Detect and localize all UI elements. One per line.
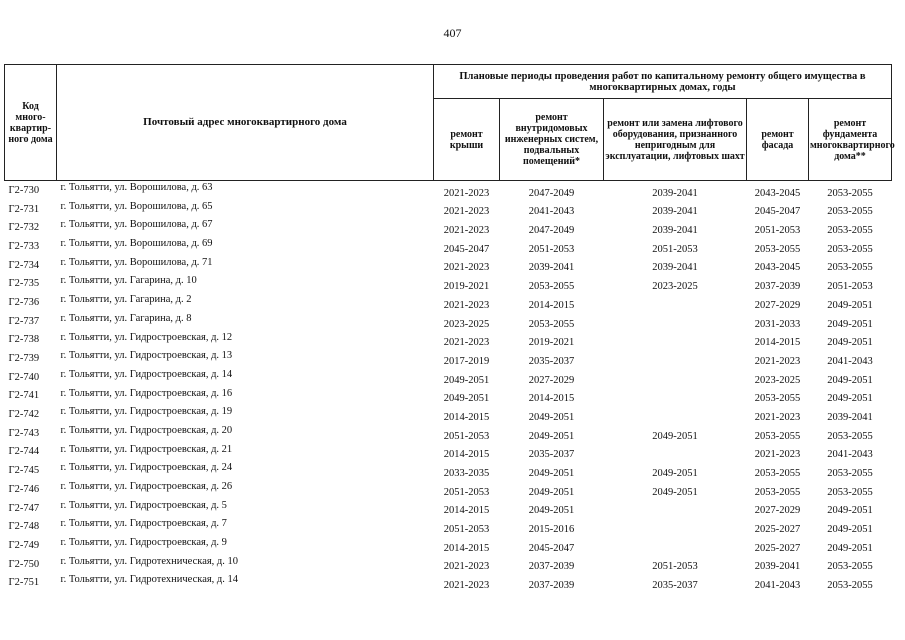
cell-facade: 2014-2015 (754, 337, 801, 349)
cell-engineering: 2047-2049 (528, 225, 575, 237)
cell-roof: 2021-2023 (443, 262, 490, 274)
cell-engineering: 2049-2051 (528, 486, 575, 498)
cell-address: г. Тольятти, ул. Ворошилова, д. 71 (60, 256, 213, 268)
cell-engineering: 2019-2021 (528, 337, 575, 349)
table-row (5, 387, 892, 406)
cell-lift: 2051-2053 (652, 561, 698, 573)
cell-facade: 2053-2055 (754, 486, 801, 498)
cell-lift (604, 387, 747, 406)
cell-engineering: 2049-2051 (528, 411, 575, 423)
cell-roof: 2033-2035 (443, 468, 490, 479)
cell-code: Г2-744 (8, 446, 40, 458)
cell-code: Г2-736 (8, 296, 40, 308)
cell-lift: 2039-2041 (652, 225, 698, 237)
cell-engineering: 2035-2037 (528, 355, 575, 367)
cell-lift (604, 349, 747, 368)
cell-engineering: 2027-2029 (528, 374, 575, 386)
cell-address: г. Тольятти, ул. Гидростроевская, д. 14 (60, 368, 233, 380)
cell-roof: 2021-2023 (443, 299, 490, 311)
cell-facade: 2043-2045 (754, 187, 801, 199)
table-row (5, 274, 892, 293)
cell-facade: 2045-2047 (754, 206, 801, 218)
cell-engineering: 2041-2043 (528, 206, 575, 218)
cell-code: Г2-742 (8, 409, 40, 421)
cell-roof: 2021-2023 (443, 225, 490, 237)
repair-schedule-table (4, 64, 895, 592)
table-row (5, 312, 892, 331)
cell-foundation: 2049-2051 (827, 374, 873, 386)
cell-foundation: 2053-2055 (827, 468, 873, 479)
cell-roof: 2014-2015 (443, 449, 490, 461)
cell-address: г. Тольятти, ул. Гидростроевская, д. 5 (60, 499, 227, 511)
cell-code: Г2-741 (8, 390, 40, 402)
cell-code: Г2-733 (8, 240, 40, 252)
table-row (5, 218, 892, 237)
cell-roof: 2021-2023 (443, 337, 490, 349)
cell-code: Г2-750 (8, 558, 40, 570)
cell-lift: 2035-2037 (652, 580, 698, 592)
cell-address: г. Тольятти, ул. Ворошилова, д. 65 (60, 200, 213, 212)
cell-foundation: 2049-2051 (827, 505, 873, 517)
cell-foundation: 2041-2043 (827, 449, 873, 461)
cell-code: Г2-743 (8, 427, 40, 439)
cell-facade: 2021-2023 (754, 449, 801, 461)
cell-engineering: 2053-2055 (528, 281, 575, 293)
header-engineering: ремонт внутридомовых инженерных систем, подвальных помещений* (500, 99, 604, 181)
cell-code: Г2-731 (8, 203, 40, 215)
cell-code: Г2-738 (8, 334, 40, 346)
cell-facade: 2031-2033 (754, 318, 801, 330)
cell-foundation: 2049-2051 (827, 542, 873, 554)
cell-roof: 2014-2015 (443, 542, 490, 554)
cell-roof: 2045-2047 (443, 243, 490, 255)
cell-roof: 2021-2023 (443, 580, 490, 592)
cell-lift: 2049-2051 (652, 486, 698, 498)
header-lift: ремонт или замена лифтового оборудования, признанного непригодным для эксплуатации, лифтовых шахт (604, 99, 747, 181)
cell-address: г. Тольятти, ул. Ворошилова, д. 69 (60, 238, 213, 250)
cell-code: Г2-746 (8, 483, 40, 495)
cell-engineering: 2049-2051 (528, 505, 575, 517)
cell-code: Г2-751 (8, 577, 40, 589)
cell-foundation: 2053-2055 (827, 187, 873, 199)
cell-foundation: 2041-2043 (827, 355, 873, 367)
cell-foundation: 2049-2051 (827, 299, 873, 311)
cell-roof: 2023-2025 (443, 318, 490, 330)
cell-foundation: 2053-2055 (827, 561, 873, 573)
table-row (5, 181, 892, 200)
cell-facade: 2053-2055 (754, 430, 801, 442)
cell-address: г. Тольятти, ул. Гидростроевская, д. 12 (60, 331, 233, 343)
cell-address: г. Тольятти, ул. Гидростроевская, д. 21 (60, 443, 233, 455)
table-row (5, 573, 892, 592)
cell-engineering: 2014-2015 (528, 299, 575, 311)
table-row (5, 555, 892, 574)
cell-lift: 2049-2051 (652, 468, 698, 479)
cell-foundation: 2049-2051 (827, 337, 873, 349)
cell-facade: 2053-2055 (754, 243, 801, 255)
cell-foundation: 2053-2055 (827, 486, 873, 498)
cell-lift: 2023-2025 (652, 281, 698, 293)
cell-lift (604, 312, 747, 331)
header-roof: ремонт крыши (434, 99, 500, 181)
cell-engineering: 2045-2047 (528, 542, 575, 554)
cell-foundation: 2053-2055 (827, 243, 873, 255)
header-periods: Плановые периоды проведения работ по капитальному ремонту общего имущества в многоквартирных домах, годы (434, 65, 892, 99)
table-row (5, 200, 892, 219)
table-row (5, 331, 892, 350)
cell-roof: 2017-2019 (443, 355, 490, 367)
cell-roof: 2051-2053 (443, 486, 490, 498)
cell-code: Г2-745 (8, 465, 40, 477)
cell-facade: 2037-2039 (754, 281, 801, 293)
cell-code: Г2-730 (8, 184, 40, 196)
cell-foundation: 2051-2053 (827, 281, 873, 293)
cell-address: г. Тольятти, ул. Гидростроевская, д. 20 (60, 424, 233, 436)
cell-lift: 2039-2041 (652, 187, 698, 199)
cell-lift (604, 517, 747, 536)
cell-address: г. Тольятти, ул. Гагарина, д. 10 (60, 275, 197, 287)
cell-engineering: 2015-2016 (528, 524, 575, 536)
cell-engineering: 2051-2053 (528, 243, 575, 255)
cell-code: Г2-748 (8, 521, 40, 533)
table-row (5, 499, 892, 518)
cell-facade: 2051-2053 (754, 225, 801, 237)
cell-facade: 2023-2025 (754, 374, 801, 386)
cell-roof: 2049-2051 (443, 374, 490, 386)
cell-foundation: 2053-2055 (827, 580, 873, 592)
cell-lift: 2049-2051 (652, 430, 698, 442)
cell-lift (604, 536, 747, 555)
cell-address: г. Тольятти, ул. Гидростроевская, д. 7 (60, 518, 227, 530)
cell-engineering: 2047-2049 (528, 187, 575, 199)
cell-facade: 2027-2029 (754, 299, 801, 311)
page-number: 407 (443, 26, 462, 40)
cell-address: г. Тольятти, ул. Гагарина, д. 8 (60, 312, 192, 324)
cell-code: Г2-735 (8, 278, 40, 290)
header-address: Почтовый адрес многоквартирного дома (57, 65, 434, 181)
cell-engineering: 2037-2039 (528, 580, 575, 592)
table-row (5, 368, 892, 387)
cell-lift: 2039-2041 (652, 206, 698, 218)
cell-facade: 2021-2023 (754, 355, 801, 367)
cell-address: г. Тольятти, ул. Гидростроевская, д. 13 (60, 350, 233, 362)
cell-address: г. Тольятти, ул. Гагарина, д. 2 (60, 294, 192, 306)
cell-address: г. Тольятти, ул. Гидростроевская, д. 24 (60, 462, 233, 474)
cell-foundation: 2049-2051 (827, 524, 873, 536)
table-row (5, 461, 892, 480)
cell-address: г. Тольятти, ул. Гидротехническая, д. 10 (60, 555, 239, 567)
cell-facade: 2025-2027 (754, 524, 801, 536)
cell-engineering: 2049-2051 (528, 430, 575, 442)
cell-address: г. Тольятти, ул. Гидростроевская, д. 16 (60, 387, 233, 399)
cell-foundation: 2039-2041 (827, 411, 873, 423)
table-row (5, 536, 892, 555)
cell-code: Г2-749 (8, 539, 40, 551)
cell-facade: 2053-2055 (754, 468, 801, 479)
cell-facade: 2041-2043 (754, 580, 801, 592)
header-facade: ремонт фасада (747, 99, 809, 181)
cell-foundation: 2053-2055 (827, 430, 873, 442)
cell-address: г. Тольятти, ул. Ворошилова, д. 67 (60, 219, 213, 231)
cell-lift (604, 368, 747, 387)
cell-facade: 2025-2027 (754, 542, 801, 554)
cell-code: Г2-740 (8, 371, 40, 383)
table-body (5, 181, 892, 593)
table-row (5, 480, 892, 499)
cell-facade: 2053-2055 (754, 393, 801, 405)
table-row (5, 237, 892, 256)
cell-engineering: 2053-2055 (528, 318, 575, 330)
cell-roof: 2051-2053 (443, 430, 490, 442)
cell-foundation: 2049-2051 (827, 393, 873, 405)
cell-engineering: 2035-2037 (528, 449, 575, 461)
cell-lift: 2039-2041 (652, 262, 698, 274)
cell-engineering: 2049-2051 (528, 468, 575, 479)
cell-facade: 2039-2041 (754, 561, 801, 573)
cell-facade: 2027-2029 (754, 505, 801, 517)
cell-roof: 2049-2051 (443, 393, 490, 405)
cell-roof: 2014-2015 (443, 505, 490, 517)
table-header (5, 65, 895, 181)
cell-code: Г2-739 (8, 353, 40, 365)
header-foundation: ремонт фундамента многоквартирного дома** (809, 99, 892, 181)
cell-foundation: 2049-2051 (827, 318, 873, 330)
cell-address: г. Тольятти, ул. Гидростроевская, д. 26 (60, 481, 233, 492)
cell-foundation: 2053-2055 (827, 225, 873, 237)
table-row (5, 517, 892, 536)
cell-foundation: 2053-2055 (827, 206, 873, 218)
cell-lift (604, 293, 747, 312)
table-row (5, 256, 892, 275)
cell-facade: 2043-2045 (754, 262, 801, 274)
cell-lift (604, 443, 747, 462)
cell-address: г. Тольятти, ул. Гидростроевская, д. 19 (60, 406, 233, 418)
table-row (5, 424, 892, 443)
cell-address: г. Тольятти, ул. Гидротехническая, д. 14 (60, 574, 239, 586)
cell-lift: 2051-2053 (652, 243, 698, 255)
header-code: Код много-квартир-ного дома (5, 65, 57, 181)
cell-address: г. Тольятти, ул. Ворошилова, д. 63 (60, 182, 213, 193)
cell-engineering: 2014-2015 (528, 393, 575, 405)
cell-roof: 2021-2023 (443, 561, 490, 573)
cell-address: г. Тольятти, ул. Гидростроевская, д. 9 (60, 537, 227, 549)
table-row (5, 293, 892, 312)
cell-code: Г2-747 (8, 502, 40, 514)
cell-roof: 2019-2021 (443, 281, 490, 293)
cell-code: Г2-732 (8, 222, 40, 234)
cell-lift (604, 499, 747, 518)
cell-engineering: 2039-2041 (528, 262, 575, 274)
cell-facade: 2021-2023 (754, 411, 801, 423)
table-row (5, 405, 892, 424)
cell-roof: 2021-2023 (443, 187, 490, 199)
cell-roof: 2014-2015 (443, 411, 490, 423)
cell-roof: 2051-2053 (443, 524, 490, 536)
cell-code: Г2-734 (8, 259, 40, 271)
cell-code: Г2-737 (8, 315, 40, 327)
cell-lift (604, 405, 747, 424)
cell-roof: 2021-2023 (443, 206, 490, 218)
cell-lift (604, 331, 747, 350)
cell-foundation: 2053-2055 (827, 262, 873, 274)
table-row (5, 349, 892, 368)
cell-engineering: 2037-2039 (528, 561, 575, 573)
table-row (5, 443, 892, 462)
